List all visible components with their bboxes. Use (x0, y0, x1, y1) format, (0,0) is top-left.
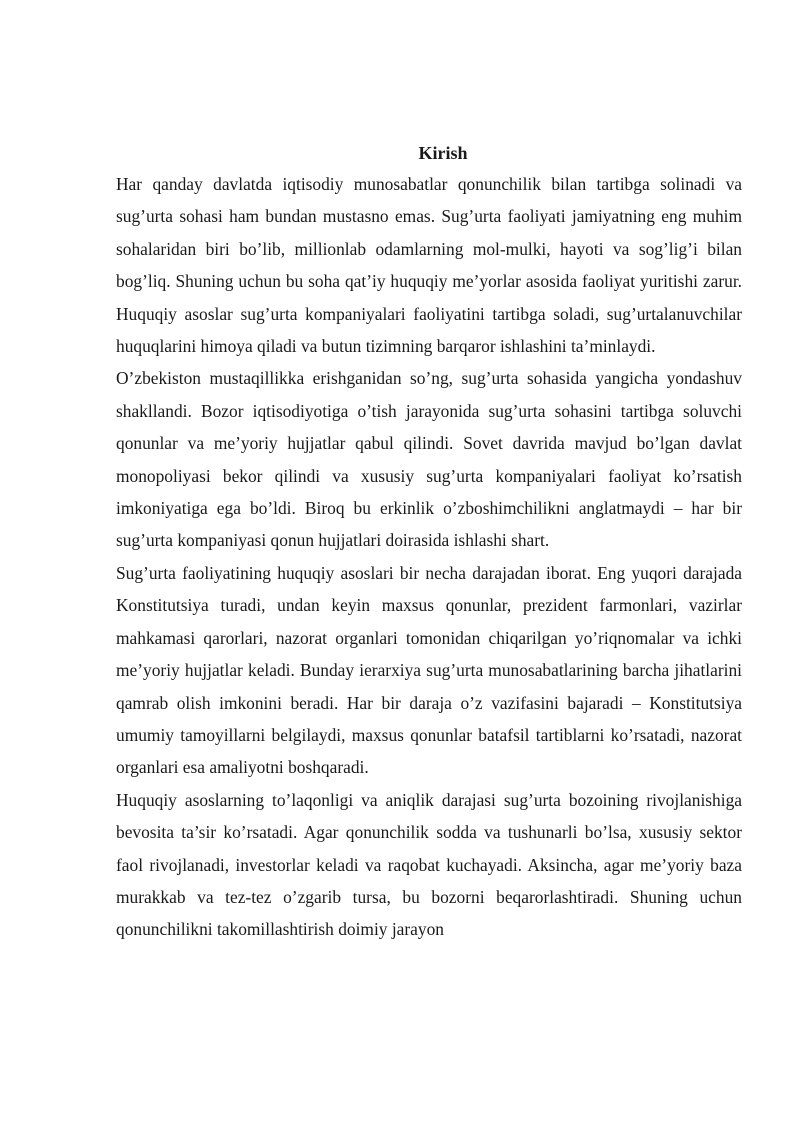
paragraph-independence: O’zbekiston mustaqillikka erishganidan so’ng, sug’urta sohasida yangicha yondashuv shakllandi. Bozor iqtisodiyotiga o’tish jarayonida sug’urta sohasini tartibga soluvchi qonunlar va me’yoriy hujjatlar qabul qilindi. Sovet davrida mavjud bo’lgan davlat monopoliyasi bekor qilindi va xususiy sug’urta kompaniyalari faoliyat ko’rsatish imkoniyatiga ega bo’ldi. Biroq bu erkinlik o’zboshimchilikni anglatmaydi – har bir sug’urta kompaniyasi qonun hujjatlari doirasida ishlashi shart. (116, 368, 742, 551)
paragraph-legal-levels: Sug’urta faoliyatining huquqiy asoslari bir necha darajadan iborat. Eng yuqori darajada Konstitutsiya turadi, undan keyin maxsus qonunlar, prezident farmonlari, vazirlar mahkamasi qarorlari, nazorat organlari tomonidan chiqarilgan yo’riqnomalar va ichki me’yoriy hujjatlar keladi. Bunday ierarxiya sug’urta munosabatlarining barcha jihatlarini qamrab olish imkonini beradi. Har bir daraja o’z vazifasini bajaradi – Konstitutsiya umumiy tamoyillarni belgilaydi, maxsus qonunlar batafsil tartiblarni ko’rsatadi, nazorat organlari esa amaliyotni boshqaradi. (116, 562, 742, 778)
paragraph-legal-completeness: Huquqiy asoslarning to’laqonligi va aniqlik darajasi sug’urta bozoining rivojlanishiga bevosita ta’sir ko’rsatadi. Agar qonunchilik sodda va tushunarli bo’lsa, xususiy sektor faol rivojlanadi, investorlar keladi va raqobat kuchayadi. Aksincha, agar me’yoriy baza murakkab va tez-tez o’zgarib tursa, bu bozorni beqarorlashtiradi. Shuning uchun qonunchilikni takomillashtirish doimiy jarayon (116, 789, 742, 940)
document-body (116, 139, 742, 946)
paragraph-intro: Har qanday davlatda iqtisodiy munosabatlar qonunchilik bilan tartibga solinadi va sug’urta sohasi ham bundan mustasno emas. Sug’urta faoliyati jamiyatning eng muhim sohalaridan biri bo’lib, millionlab odamlarning mol-mulki, hayoti va sog’lig’i bilan bog’liq. Shuning uchun bu soha qat’iy huquqiy me’yorlar asosida faoliyat yuritishi zarur. Huquqiy asoslar sug’urta kompaniyalari faoliyatini tartibga soladi, sug’urtalanuvchilar huquqlarini himoya qiladi va butun tizimning barqaror ishlashini ta’minlaydi. (116, 174, 742, 357)
page-title: Kirish (418, 143, 468, 163)
